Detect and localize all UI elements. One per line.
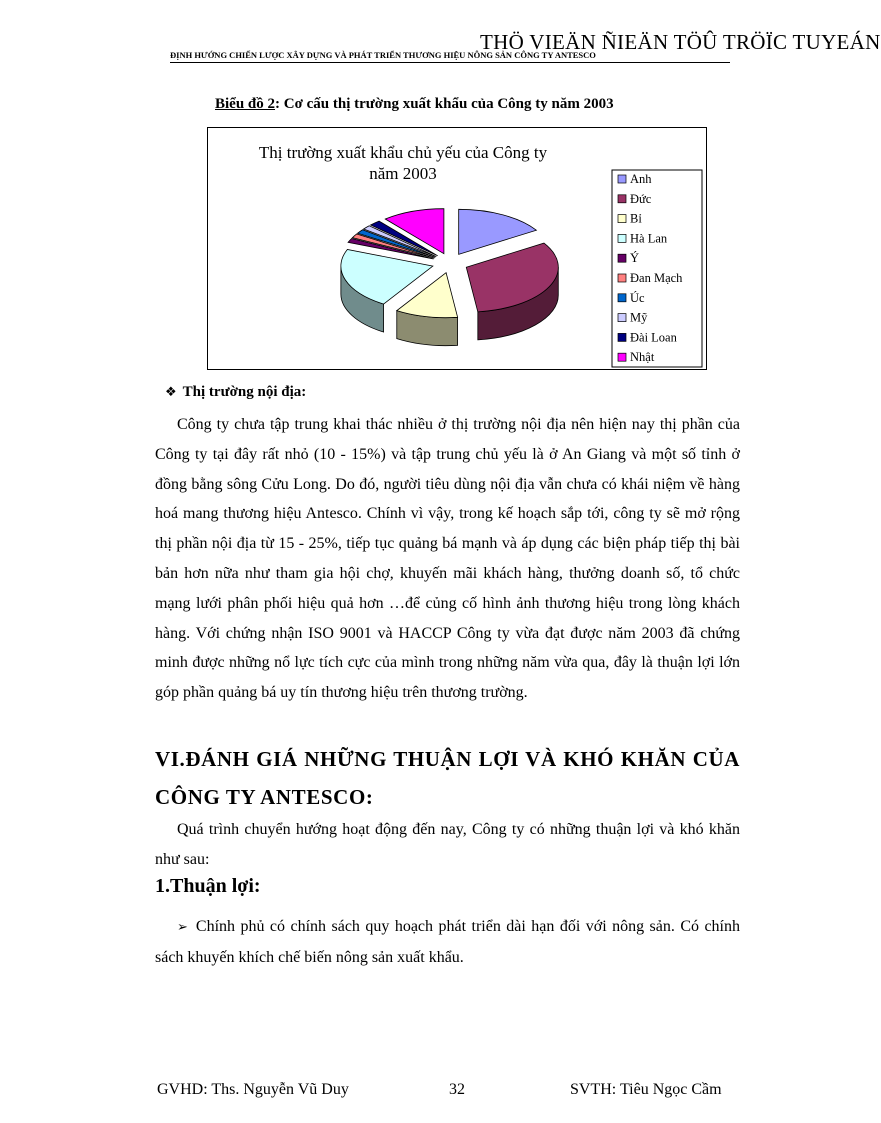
advantages-item bbox=[155, 912, 740, 973]
diamond-bullet-icon: ❖ bbox=[165, 385, 177, 400]
legend-swatch-4 bbox=[618, 254, 626, 262]
pie-chart bbox=[208, 128, 705, 368]
pie-chart-frame bbox=[207, 127, 707, 370]
chart-title-line-1: Thị trường xuất khẩu chủ yếu của Công ty bbox=[258, 143, 548, 162]
running-header: ĐỊNH HƯỚNG CHIẾN LƯỢC XÂY DỰNG VÀ PHÁT TRIỂN THƯƠNG HIỆU NÔNG SẢN CÔNG TY ANTESCO bbox=[170, 50, 596, 60]
advantages-item-text: Chính phủ có chính sách quy hoạch phát triển dài hạn đối với nông sản. Có chính sách khuyến khích chế biến nông sản xuất khẩu. bbox=[155, 918, 740, 966]
legend-label-3: Hà Lan bbox=[630, 231, 668, 246]
legend-swatch-7 bbox=[618, 314, 626, 322]
arrow-bullet-icon: ➢ bbox=[177, 920, 188, 935]
chart-title-line-2: năm 2003 bbox=[369, 164, 437, 183]
chart-caption bbox=[215, 96, 695, 113]
legend-swatch-1 bbox=[618, 195, 626, 203]
legend-swatch-8 bbox=[618, 333, 626, 341]
page-number: 32 bbox=[449, 1081, 465, 1098]
footer-student: SVTH: Tiêu Ngọc Cầm bbox=[570, 1081, 722, 1098]
section-vi-heading: VI.ĐÁNH GIÁ NHỮNG THUẬN LỢI VÀ KHÓ KHĂN CỦA CÔNG TY ANTESCO: bbox=[155, 747, 740, 809]
chart-caption-text: : Cơ cấu thị trường xuất khẩu của Công ty năm 2003 bbox=[275, 96, 614, 112]
legend-swatch-5 bbox=[618, 274, 626, 282]
legend-swatch-2 bbox=[618, 215, 626, 223]
legend-swatch-3 bbox=[618, 234, 626, 242]
pie-slice-Anh bbox=[459, 209, 537, 254]
legend-label-7: Mỹ bbox=[630, 310, 648, 325]
advantages-heading: 1.Thuận lợi: bbox=[155, 875, 261, 897]
legend-swatch-6 bbox=[618, 294, 626, 302]
chart-caption-label: Biểu đồ 2 bbox=[215, 96, 276, 112]
legend-swatch-0 bbox=[618, 175, 626, 183]
legend-label-2: Bỉ bbox=[630, 211, 642, 226]
legend-label-1: Đức bbox=[630, 191, 652, 206]
domestic-market-title-text: Thị trường nội địa: bbox=[182, 384, 307, 400]
legend-label-8: Đài Loan bbox=[630, 330, 677, 345]
domestic-market-paragraph: Công ty chưa tập trung khai thác nhiều ở thị trường nội địa nên hiện nay thị phần của Công ty tại đây rất nhỏ (10 - 15%) và tập trung chủ yếu là ở An Giang và một số tỉnh ở đồng bằng sông Cửu Long. Do đó, người tiêu dùng nội địa vẫn chưa có khái niệm về hàng hoá mang thương hiệu Antesco. Chính vì vậy, trong kế hoạch sắp tới, công ty sẽ mở rộng thị phần nội địa từ 15 - 25%, tiếp tục quảng bá mạnh và áp dụng các biện pháp tiếp thị bài bản hơn nữa như tham gia hội chợ, khuyến mãi khách hàng, thưởng doanh số, tổ chức mạng lưới phân phối hiệu quả hơn …để củng cố hình ảnh thương hiệu trong lòng khách hàng. Với chứng nhận ISO 9001 và HACCP Công ty vừa đạt được năm 2003 đã chứng minh được những nổ lực tích cực của mình trong những năm vừa qua, đây là thuận lợi lớn góp phần quảng bá uy tín thương hiệu trên thương trường. bbox=[155, 416, 740, 702]
legend-label-6: Úc bbox=[630, 290, 645, 305]
legend-label-0: Anh bbox=[630, 172, 652, 186]
legend-label-4: Ý bbox=[630, 251, 640, 266]
library-watermark: THÖ VIEÄN ÑIEÄN TÖÛ TRÖÏC TUYEÁN bbox=[480, 30, 881, 54]
header-rule bbox=[170, 62, 730, 63]
footer-advisor: GVHD: Ths. Nguyễn Vũ Duy bbox=[157, 1081, 349, 1098]
legend-swatch-9 bbox=[618, 353, 626, 361]
legend-label-9: Nhật bbox=[630, 350, 655, 365]
legend-label-5: Đan Mạch bbox=[630, 271, 683, 285]
domestic-market-title bbox=[155, 384, 740, 401]
section-vi-paragraph: Quá trình chuyển hướng hoạt động đến nay, Công ty có những thuận lợi và khó khăn như sau: bbox=[155, 821, 740, 868]
